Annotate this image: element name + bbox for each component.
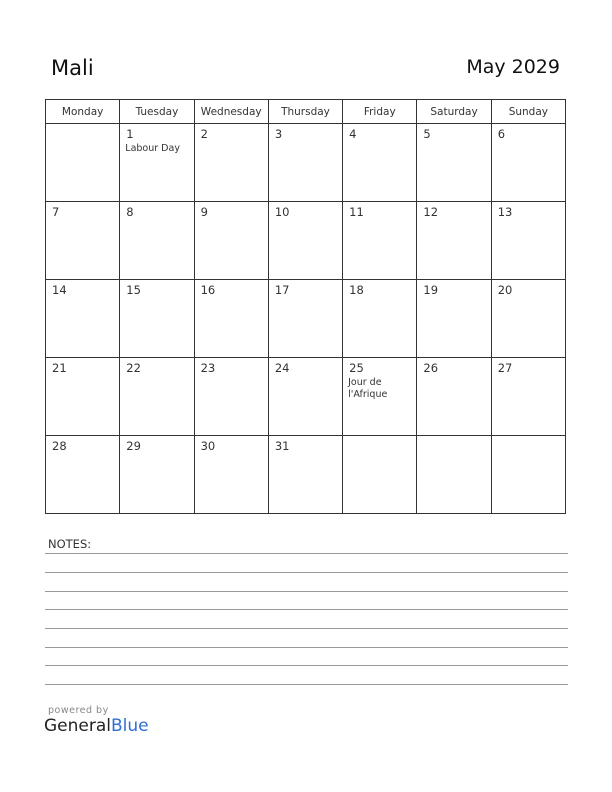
holiday-label: Jour de l'Afrique: [348, 377, 388, 400]
day-cell: [343, 358, 417, 436]
day-cell: [120, 124, 194, 202]
day-number: 11: [349, 205, 364, 219]
day-cell: [46, 436, 120, 514]
day-number: 28: [52, 439, 67, 453]
weekday-header: Thursday: [268, 100, 342, 124]
note-line: [45, 665, 568, 666]
week-row: [46, 124, 566, 202]
day-cell: [343, 202, 417, 280]
day-number: 21: [52, 361, 67, 375]
brand-general: General: [44, 716, 111, 736]
note-line: [45, 628, 568, 629]
day-cell: [417, 124, 491, 202]
day-cell: [417, 280, 491, 358]
weekday-header: Wednesday: [194, 100, 268, 124]
day-cell: [268, 280, 342, 358]
day-number: 26: [423, 361, 439, 375]
week-row: [46, 358, 566, 436]
day-cell: [417, 202, 491, 280]
day-cell: [120, 280, 194, 358]
day-number: 13: [497, 205, 513, 219]
day-cell: [491, 124, 565, 202]
holiday-label: Labour Day: [125, 143, 180, 154]
day-cell: [268, 436, 342, 514]
day-number: 3: [274, 127, 283, 141]
note-line: [45, 647, 568, 648]
day-number: 7: [52, 205, 60, 219]
country-title: Mali: [51, 56, 94, 80]
week-row: [46, 280, 566, 358]
brand-blue: Blue: [111, 716, 149, 736]
day-number: 18: [349, 283, 364, 297]
day-number: 17: [274, 283, 290, 297]
day-number: 22: [126, 361, 141, 375]
day-cell: [417, 436, 491, 514]
notes-label: NOTES:: [48, 537, 92, 551]
day-cell: [120, 358, 194, 436]
day-number: 6: [497, 127, 506, 141]
day-number: 19: [423, 283, 439, 297]
day-cell: [343, 280, 417, 358]
day-cell: [120, 436, 194, 514]
day-cell: [268, 202, 342, 280]
day-cell: [268, 124, 342, 202]
day-number: 9: [200, 205, 208, 219]
day-cell: [417, 358, 491, 436]
day-number: 5: [423, 127, 431, 141]
month-year-title: May 2029: [466, 56, 560, 78]
day-number: 29: [126, 439, 141, 453]
day-number: 10: [274, 205, 290, 219]
day-cell: [194, 280, 268, 358]
day-number: 31: [274, 439, 290, 453]
day-number: 1: [126, 127, 134, 141]
day-number: 20: [497, 283, 513, 297]
day-cell: [46, 202, 120, 280]
day-number: 14: [52, 283, 67, 297]
weekday-header: Saturday: [417, 100, 491, 124]
day-number: 27: [497, 361, 513, 375]
day-number: 12: [423, 205, 439, 219]
day-cell: [194, 436, 268, 514]
day-cell: [343, 124, 417, 202]
day-cell: [491, 202, 565, 280]
day-number: 8: [126, 205, 134, 219]
note-line: [45, 609, 568, 610]
day-number: 23: [200, 361, 216, 375]
day-cell: [194, 358, 268, 436]
day-number: 25: [349, 361, 364, 375]
day-number: 24: [274, 361, 290, 375]
note-line: [45, 591, 568, 592]
day-number: 2: [200, 127, 208, 141]
day-number: 4: [349, 127, 357, 141]
day-cell: [46, 358, 120, 436]
day-cell: [194, 124, 268, 202]
note-line: [45, 553, 568, 554]
weekday-header: Tuesday: [120, 100, 194, 124]
weekday-header: Sunday: [491, 100, 565, 124]
day-cell: [491, 280, 565, 358]
day-cell: [491, 436, 565, 514]
day-number: 15: [126, 283, 141, 297]
day-cell: [194, 202, 268, 280]
weekday-header: Friday: [343, 100, 417, 124]
day-cell: [120, 202, 194, 280]
day-number: 30: [200, 439, 216, 453]
powered-by-text: powered by: [48, 705, 109, 716]
calendar-grid: [45, 99, 566, 514]
day-cell: [343, 436, 417, 514]
weekday-header-row: [46, 100, 566, 124]
week-row: [46, 202, 566, 280]
brand-logo[interactable]: [44, 716, 149, 736]
note-line: [45, 684, 568, 685]
week-row: [46, 436, 566, 514]
note-line: [45, 572, 568, 573]
day-number: 16: [200, 283, 216, 297]
day-cell: [491, 358, 565, 436]
weekday-header: Monday: [46, 100, 120, 124]
day-cell: [46, 124, 120, 202]
day-cell: [268, 358, 342, 436]
day-cell: [46, 280, 120, 358]
